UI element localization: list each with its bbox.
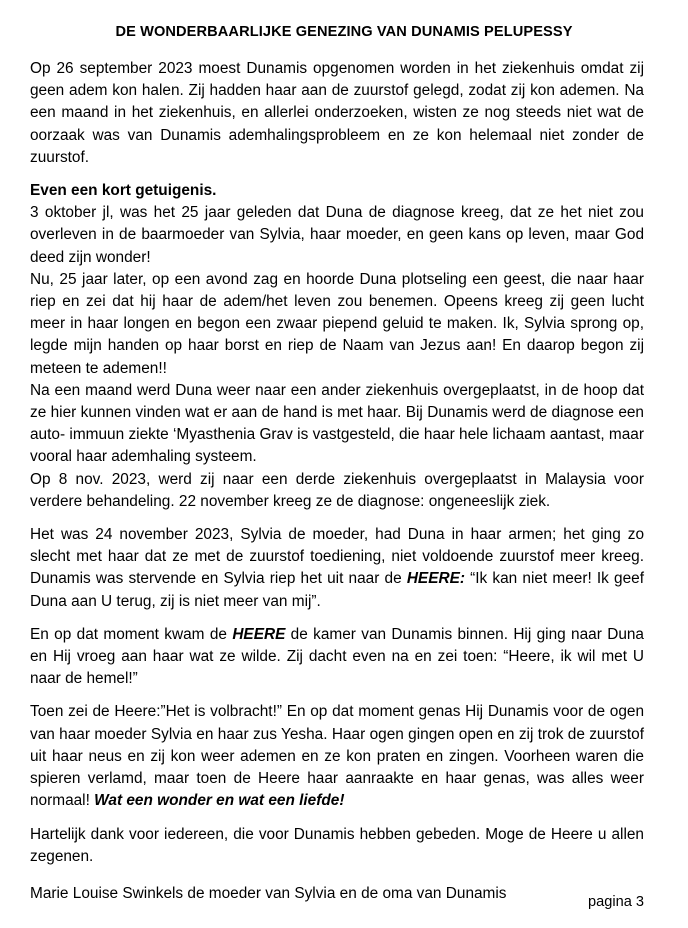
paragraph-lord-enters-text-b: de kamer van Dunamis binnen. Hij ging naar Duna en Hij vroeg aan haar wat ze wilde. Zij dacht even na en zei toen: “Heere, ik wil met U naar de hemel!” — [30, 625, 644, 688]
paragraph-healing-text: Toen zei de Heere:”Het is volbracht!” En op dat moment genas Hij Dunamis voor de ogen van haar moeder Sylvia en haar zus Yesha. Haar ogen gingen open en zij trok de zuurstof uit haar neus en zij kon weer ademen en ze kon praten en zingen. Voorheen waren die spieren verlamd, maar toen de Heere haar aanraakte en haar genas, was alles weer normaal! — [30, 703, 644, 810]
testimony-heading: Even een kort getuigenis. — [30, 182, 217, 200]
paragraph-spirit-attack: Nu, 25 jaar later, op een avond zag en hoorde Duna plotseling een geest, die naar haar riep en zei dat hij haar de adem/het leven zou benemen. Opeens kreeg zij geen lucht meer in haar longen en begon een zwaar piepend geluid te maken. Ik, Sylvia sprong op, legde mijn handen op haar borst en riep de Naam van Jezus aan! En daarop begon zij meteen te ademen!! — [30, 270, 644, 377]
paragraph-intro: Op 26 september 2023 moest Dunamis opgenomen worden in het ziekenhuis omdat zij geen adem kon halen. Zij hadden haar aan de zuurstof gelegd, zodat zij kon ademen. Na een maand in het ziekenhuis, en allerlei onderzoeken, wisten ze nog steeds niet wat de oorzaak was van Dunamis ademhalingsprobleem en ze kon helemaal niet zonder de zuurstof. — [30, 60, 644, 166]
page-number: pagina 3 — [588, 894, 644, 910]
heere-emphasis-2: HEERE — [232, 625, 286, 643]
paragraph-diagnosis-history: 3 oktober jl, was het 25 jaar geleden dat Duna de diagnose kreeg, dat ze het niet zou overleven in de baarmoeder van Sylvia, haar moeder, en geen kans op leven, maar God deed zijn wonder! — [30, 204, 644, 266]
paragraph-thanks: Hartelijk dank voor iedereen, die voor Dunamis hebben gebeden. Moge de Heere u allen zegenen. — [30, 825, 644, 865]
paragraph-dying-text-a: Het was 24 november 2023, Sylvia de moeder, had Duna in haar armen; het ging zo slecht met haar dat ze met de zuurstof toediening, niet voldoende zuurstof meer kreeg. Dunamis was stervende en Sylvia riep het uit naar de — [30, 526, 644, 588]
heere-emphasis: HEERE: — [406, 570, 465, 588]
page-title: DE WONDERBAARLIJKE GENEZING VAN DUNAMIS PELUPESSY — [115, 24, 573, 40]
signature: Marie Louise Swinkels de moeder van Sylvia en de oma van Dunamis — [30, 885, 507, 902]
paragraph-dying — [30, 524, 644, 613]
paragraph-lord-enters-text-a: En op dat moment kwam de — [30, 625, 233, 643]
paragraph-third-hospital: Op 8 nov. 2023, werd zij naar een derde ziekenhuis overgeplaatst in Malaysia voor verdere behandeling. 22 november kreeg ze de diagnose: ongeneeslijk ziek. — [30, 470, 644, 510]
paragraph-healing — [30, 701, 644, 812]
paragraph-second-hospital: Na een maand werd Duna weer naar een ander ziekenhuis overgeplaatst, in de hoop dat ze hier kunnen vinden wat er aan de hand is met haar. Bij Dunamis werd de diagnose een auto- immuun ziekte ‘Myasthenia Grav is vastgesteld, die haar hele lichaam aantast, maar vooral haar ademhaling systeem. — [30, 381, 644, 466]
wonder-emphasis: Wat een wonder en wat een liefde! — [94, 792, 345, 810]
article-body — [30, 58, 644, 868]
paragraph-dying-text-b: “Ik kan niet meer! Ik geef Duna aan U terug, zij is niet meer van mij”. — [30, 570, 644, 610]
paragraph-lord-enters — [30, 624, 644, 691]
